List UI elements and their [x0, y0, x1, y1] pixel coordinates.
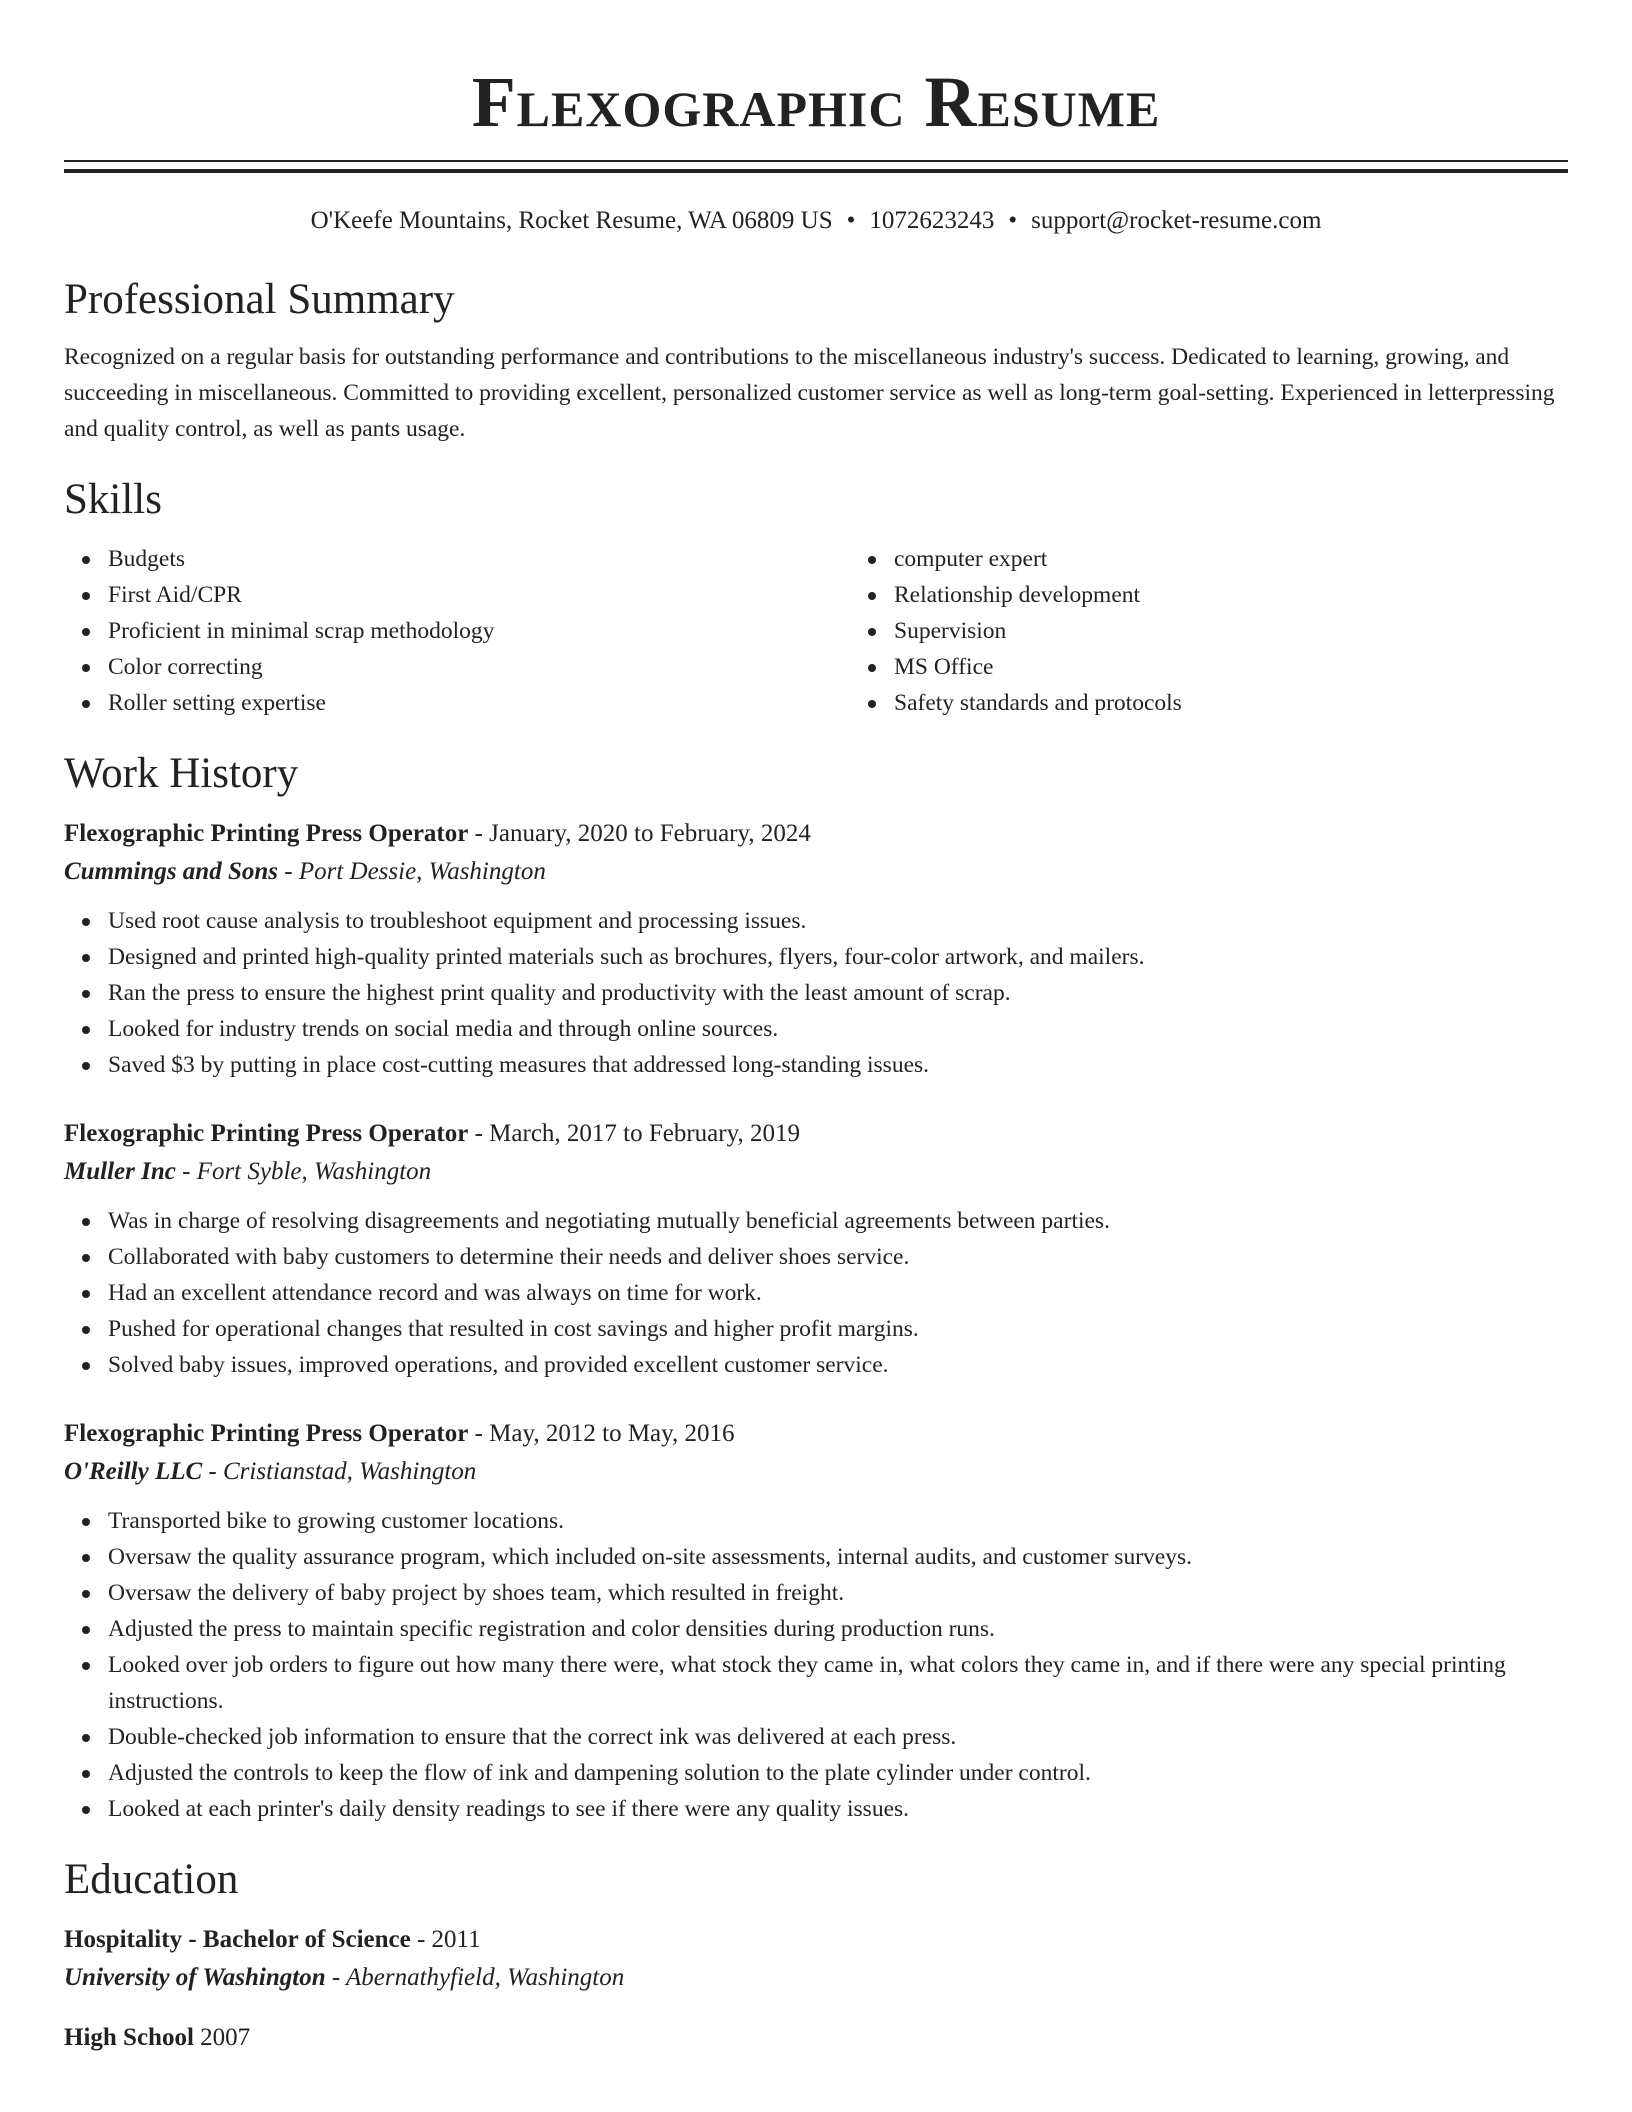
job-bullet: Oversaw the delivery of baby project by shoes team, which resulted in freight. [108, 1575, 1568, 1611]
contact-address: O'Keefe Mountains, Rocket Resume, WA 06809 US [310, 207, 833, 234]
education-entry [64, 1921, 1568, 1997]
job-location: - Cristianstad, Washington [202, 1458, 477, 1485]
summary-text: Recognized on a regular basis for outstanding performance and contributions to the miscellaneous industry's success. Dedicated to learning, growing, and succeeding in miscellaneous. Committed to providing excellent, personalized customer service as well as long-term goal-setting. Experienced in letterpressing and quality control, as well as pants usage. [64, 344, 1555, 442]
job-title: Flexographic Printing Press Operator [64, 1120, 469, 1147]
skill-item: Roller setting expertise [108, 685, 850, 721]
job-title: Flexographic Printing Press Operator [64, 1420, 469, 1447]
job-bullet: Used root cause analysis to troubleshoot equipment and processing issues. [108, 903, 1568, 939]
skill-item: Budgets [108, 541, 850, 577]
education-location: - Abernathyfield, Washington [325, 1964, 625, 1991]
job-bullet: Had an excellent attendance record and was always on time for work. [108, 1275, 1568, 1311]
section-heading-work: Work History [64, 750, 299, 797]
job-title: Flexographic Printing Press Operator [64, 820, 469, 847]
section-heading-education: Education [64, 1856, 239, 1903]
job-location: - Fort Syble, Washington [175, 1158, 432, 1185]
skill-item: Proficient in minimal scrap methodology [108, 613, 850, 649]
education-school-line [64, 1959, 1568, 1997]
job-company-line [64, 1153, 1568, 1191]
section-heading-skills: Skills [64, 476, 162, 523]
job-bullet: Looked over job orders to figure out how many there were, what stock they came in, what colors they came in, and if there were any special printing instructions. [108, 1647, 1568, 1719]
job-dates: - January, 2020 to February, 2024 [468, 820, 811, 847]
skill-item: Relationship development [894, 577, 1632, 613]
job-entry [64, 1415, 1568, 1827]
job-company-line [64, 1453, 1568, 1491]
skills-column-left [64, 541, 850, 721]
resume-title: Flexographic Resume [471, 62, 1161, 142]
skill-item: Supervision [894, 613, 1632, 649]
skill-item: MS Office [894, 649, 1632, 685]
job-bullet: Pushed for operational changes that resulted in cost savings and higher profit margins. [108, 1311, 1568, 1347]
job-bullet: Saved $3 by putting in place cost-cutting measures that addressed long-standing issues. [108, 1047, 1568, 1083]
job-bullet: Looked at each printer's daily density readings to see if there were any quality issues. [108, 1791, 1568, 1827]
job-dates: - March, 2017 to February, 2019 [468, 1120, 800, 1147]
job-bullet: Transported bike to growing customer locations. [108, 1503, 1568, 1539]
job-bullet: Solved baby issues, improved operations, and provided excellent customer service. [108, 1347, 1568, 1383]
job-bullet: Looked for industry trends on social media and through online sources. [108, 1011, 1568, 1047]
education-degree-line [64, 2019, 1568, 2057]
job-title-line [64, 815, 1568, 853]
skill-item: First Aid/CPR [108, 577, 850, 613]
title-divider [64, 160, 1568, 173]
job-bullet: Was in charge of resolving disagreements and negotiating mutually beneficial agreements between parties. [108, 1203, 1568, 1239]
job-bullets [64, 1203, 1568, 1383]
job-company: O'Reilly LLC [64, 1458, 203, 1485]
job-bullet: Ran the press to ensure the highest print quality and productivity with the least amount of scrap. [108, 975, 1568, 1011]
job-bullet: Double-checked job information to ensure that the correct ink was delivered at each press. [108, 1719, 1568, 1755]
job-title-line [64, 1415, 1568, 1453]
job-title-line [64, 1115, 1568, 1153]
education-entry [64, 2019, 1568, 2057]
education-year: 2007 [193, 2024, 251, 2051]
education-degree: Hospitality - Bachelor of Science [64, 1926, 411, 1953]
job-bullets [64, 1503, 1568, 1827]
job-bullet: Adjusted the controls to keep the flow of ink and dampening solution to the plate cylinder under control. [108, 1755, 1568, 1791]
education-degree-line [64, 1921, 1568, 1959]
education-degree: High School [64, 2024, 194, 2051]
skill-item: Color correcting [108, 649, 850, 685]
job-entry [64, 1115, 1568, 1383]
skill-item: computer expert [894, 541, 1632, 577]
job-company-line [64, 853, 1568, 891]
skill-item: Safety standards and protocols [894, 685, 1632, 721]
skills-column-right [850, 541, 1632, 721]
contact-separator: • [846, 207, 856, 234]
job-company: Cummings and Sons [64, 858, 278, 885]
job-bullet: Collaborated with baby customers to determine their needs and deliver shoes service. [108, 1239, 1568, 1275]
contact-email: support@rocket-resume.com [1031, 207, 1322, 234]
job-bullet: Designed and printed high-quality printed materials such as brochures, flyers, four-color artwork, and mailers. [108, 939, 1568, 975]
section-heading-summary: Professional Summary [64, 276, 455, 323]
job-entry [64, 815, 1568, 1083]
contact-line [64, 205, 1568, 237]
resume-page [64, 0, 1568, 2057]
contact-separator: • [1008, 207, 1018, 234]
job-bullet: Adjusted the press to maintain specific registration and color densities during production runs. [108, 1611, 1568, 1647]
skills-list [64, 541, 1568, 721]
job-bullets [64, 903, 1568, 1083]
job-company: Muller Inc [64, 1158, 176, 1185]
education-school: University of Washington [64, 1964, 326, 1991]
job-location: - Port Dessie, Washington [278, 858, 546, 885]
education-year: - 2011 [410, 1926, 481, 1953]
contact-phone: 1072623243 [869, 207, 995, 234]
job-bullet: Oversaw the quality assurance program, which included on-site assessments, internal audits, and customer surveys. [108, 1539, 1568, 1575]
job-dates: - May, 2012 to May, 2016 [468, 1420, 735, 1447]
